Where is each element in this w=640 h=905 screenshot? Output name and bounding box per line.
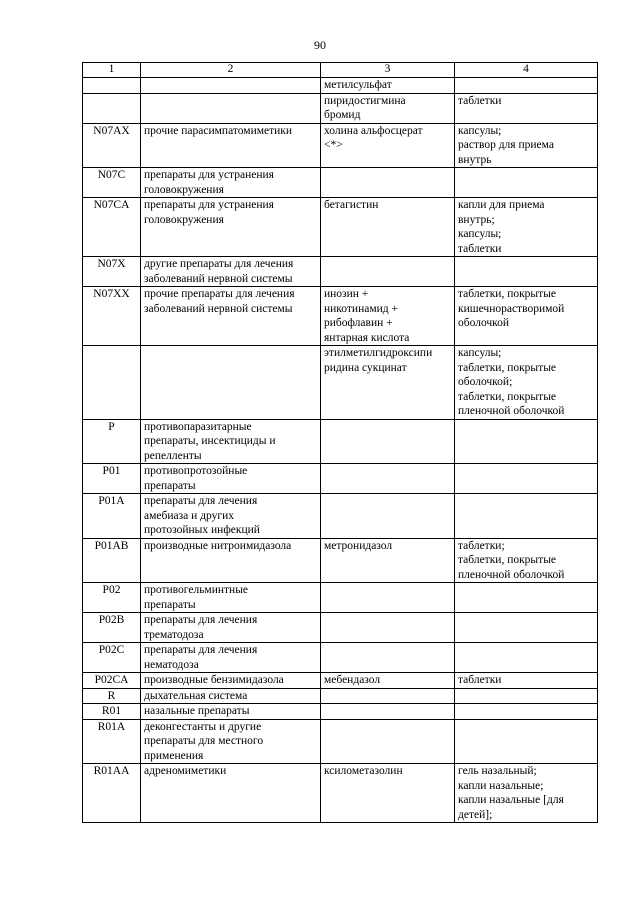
atc-code-cell: P02 [83,583,141,613]
dosage-forms-cell: гель назальный; капли назальные; капли назальные [для детей]; [455,764,598,823]
anatomical-group-cell: препараты для лечения трематодоза [141,613,321,643]
table-row [83,93,598,123]
substance-cell [321,583,455,613]
atc-code-cell: R [83,688,141,704]
dosage-forms-cell: капсулы; таблетки, покрытые оболочкой; таблетки, покрытые пленочной оболочкой [455,346,598,420]
table-row [83,704,598,720]
table-row [83,673,598,689]
anatomical-group-cell: адреномиметики [141,764,321,823]
dosage-forms-cell [455,643,598,673]
atc-code-cell: R01 [83,704,141,720]
dosage-forms-cell [455,494,598,539]
atc-code-cell: R01AA [83,764,141,823]
anatomical-group-cell: препараты для устранения головокружения [141,198,321,257]
table-row [83,198,598,257]
atc-code-cell: P01A [83,494,141,539]
anatomical-group-cell: противогельминтные препараты [141,583,321,613]
atc-code-cell [83,78,141,94]
atc-code-cell: N07XX [83,287,141,346]
dosage-forms-cell [455,688,598,704]
substance-cell [321,613,455,643]
anatomical-group-cell: назальные препараты [141,704,321,720]
dosage-forms-cell: таблетки, покрытые кишечнорастворимой оболочкой [455,287,598,346]
anatomical-group-cell: противопротозойные препараты [141,464,321,494]
dosage-forms-cell [455,704,598,720]
dosage-forms-cell [455,257,598,287]
table-row [83,257,598,287]
dosage-forms-cell [455,583,598,613]
dosage-forms-cell [455,464,598,494]
table-row [83,123,598,168]
substance-cell: ксилометазолин [321,764,455,823]
atc-code-cell: N07X [83,257,141,287]
column-header-2: 2 [141,63,321,78]
atc-code-cell: P02B [83,613,141,643]
table-row [83,688,598,704]
dosage-forms-cell [455,78,598,94]
atc-code-cell: N07CA [83,198,141,257]
anatomical-group-cell: препараты для устранения головокружения [141,168,321,198]
substance-cell: бетагистин [321,198,455,257]
page-number: 90 [314,38,326,52]
dosage-forms-cell: капсулы; раствор для приема внутрь [455,123,598,168]
table-row [83,464,598,494]
drug-table [82,62,598,823]
substance-cell [321,419,455,464]
table-row [83,287,598,346]
anatomical-group-cell: другие препараты для лечения заболеваний нервной системы [141,257,321,287]
column-header-1: 1 [83,63,141,78]
anatomical-group-cell: прочие парасимпатомиметики [141,123,321,168]
anatomical-group-cell: противопаразитарные препараты, инсектициды и репелленты [141,419,321,464]
substance-cell [321,688,455,704]
anatomical-group-cell: производные бензимидазола [141,673,321,689]
atc-code-cell [83,93,141,123]
anatomical-group-cell [141,346,321,420]
substance-cell: пиридостигмина бромид [321,93,455,123]
substance-cell [321,168,455,198]
anatomical-group-cell [141,93,321,123]
table-row [83,643,598,673]
substance-cell [321,704,455,720]
anatomical-group-cell: препараты для лечения нематодоза [141,643,321,673]
dosage-forms-cell: таблетки [455,93,598,123]
dosage-forms-cell [455,168,598,198]
substance-cell: мебендазол [321,673,455,689]
anatomical-group-cell: дыхательная система [141,688,321,704]
substance-cell: этилметилгидроксипи ридина сукцинат [321,346,455,420]
table-row [83,78,598,94]
table-row [83,346,598,420]
table-row [83,538,598,583]
anatomical-group-cell: препараты для лечения амебиаза и других протозойных инфекций [141,494,321,539]
substance-cell: метронидазол [321,538,455,583]
atc-code-cell: N07AX [83,123,141,168]
substance-cell [321,464,455,494]
substance-cell [321,643,455,673]
substance-cell: инозин + никотинамид + рибофлавин + янтарная кислота [321,287,455,346]
substance-cell [321,257,455,287]
atc-code-cell: N07C [83,168,141,198]
substance-cell: холина альфосцерат <*> [321,123,455,168]
column-header-4: 4 [455,63,598,78]
atc-code-cell [83,346,141,420]
atc-code-cell: P [83,419,141,464]
substance-cell [321,719,455,764]
dosage-forms-cell: таблетки; таблетки, покрытые пленочной оболочкой [455,538,598,583]
atc-code-cell: P02CA [83,673,141,689]
dosage-forms-cell: таблетки [455,673,598,689]
dosage-forms-cell [455,719,598,764]
table-body [83,78,598,823]
dosage-forms-cell [455,613,598,643]
table-row [83,764,598,823]
anatomical-group-cell [141,78,321,94]
table-row [83,168,598,198]
atc-code-cell: P02C [83,643,141,673]
table-row [83,494,598,539]
anatomical-group-cell: производные нитроимидазола [141,538,321,583]
anatomical-group-cell: деконгестанты и другие препараты для местного применения [141,719,321,764]
atc-code-cell: P01AB [83,538,141,583]
atc-code-cell: R01A [83,719,141,764]
atc-code-cell: P01 [83,464,141,494]
substance-cell: метилсульфат [321,78,455,94]
table-header-row [83,63,598,78]
dosage-forms-cell [455,419,598,464]
table-row [83,583,598,613]
substance-cell [321,494,455,539]
column-header-3: 3 [321,63,455,78]
table-row [83,419,598,464]
table-row [83,719,598,764]
table-row [83,613,598,643]
dosage-forms-cell: капли для приема внутрь; капсулы; таблетки [455,198,598,257]
anatomical-group-cell: прочие препараты для лечения заболеваний нервной системы [141,287,321,346]
